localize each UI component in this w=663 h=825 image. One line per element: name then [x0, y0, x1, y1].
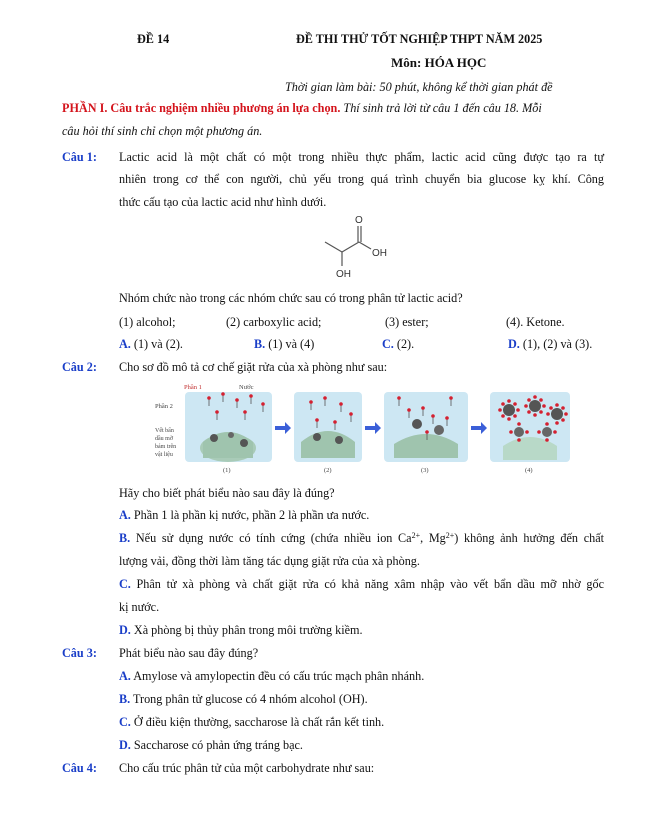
- q1-group-3: (3) ester;: [385, 315, 429, 329]
- q1-option-c[interactable]: C. (2).: [382, 337, 415, 351]
- q1-stem-line1: Lactic acid là một chất có một trong nhiều thực phẩm, lactic acid cũng được tạo ra tự: [119, 150, 604, 164]
- q2-label: Câu 2:: [62, 360, 97, 374]
- fig-step-4: (4): [525, 467, 533, 474]
- struct-oh-acid: OH: [372, 248, 387, 259]
- q3-label: Câu 3:: [62, 646, 97, 660]
- exam-time: Thời gian làm bài: 50 phút, không kể thời gian phát đề: [285, 80, 553, 94]
- q2-option-c-cont: kị nước.: [119, 600, 160, 614]
- q4-label: Câu 4:: [62, 761, 97, 775]
- q2-option-b-cont: lượng vải, đồng thời làm tăng tác dụng giặt rửa của xà phòng.: [119, 554, 420, 568]
- q1-question: Nhóm chức nào trong các nhóm chức sau có trong phân tử lactic acid?: [119, 291, 463, 305]
- struct-o: O: [355, 215, 363, 226]
- q1-label: Câu 1:: [62, 150, 97, 164]
- q3-stem: Phát biểu nào sau đây đúng?: [119, 646, 259, 660]
- part1-instruction-cont: câu hỏi thí sinh chỉ chọn một phương án.: [62, 124, 263, 138]
- q1-stem-line2: nhiên trong cơ thể con người, chủ yếu trong quá trình chuyển bia glucose kỵ khí. Công: [119, 172, 604, 186]
- exam-title: ĐỀ THI THỬ TỐT NGHIỆP THPT NĂM 2025: [296, 32, 543, 46]
- lactic-acid-structure: [320, 212, 400, 280]
- q2-option-b[interactable]: B. Nếu sử dụng nước có tính cứng (chứa nhiều ion $Ca^{2+}$, $Mg^{2+}$) không ảnh hưởng đến chất: [119, 531, 604, 545]
- fig-step-1: (1): [223, 467, 231, 474]
- q1-option-d[interactable]: D. (1), (2) và (3).: [508, 337, 593, 351]
- q1-group-1: (1) alcohol;: [119, 315, 176, 329]
- q2-option-c[interactable]: C. Phân tử xà phòng và chất giặt rửa có khả năng xâm nhập vào vết bẩn dầu mỡ nhờ gốc: [119, 577, 604, 591]
- q1-group-4: (4). Ketone.: [506, 315, 565, 329]
- fig-step-2: (2): [324, 467, 332, 474]
- exam-subject: Môn: HÓA HỌC: [391, 55, 487, 70]
- q1-stem-line3: thức cấu tạo của lactic acid như hình dưới.: [119, 195, 327, 209]
- exam-code: ĐỀ 14: [137, 32, 170, 46]
- q3-option-b[interactable]: B. Trong phân tử glucose có 4 nhóm alcohol (OH).: [119, 692, 368, 706]
- q2-question: Hãy cho biết phát biểu nào sau đây là đúng?: [119, 486, 335, 500]
- part1-instruction: Thí sinh trả lời từ câu 1 đến câu 18. Mỗi: [343, 101, 542, 115]
- q2-stem: Cho sơ đồ mô tả cơ chế giặt rửa của xà phòng như sau:: [119, 360, 388, 374]
- part1-heading: [62, 101, 542, 116]
- q2-option-d[interactable]: D. Xà phòng bị thủy phân trong môi trường kiềm.: [119, 623, 363, 637]
- soap-mechanism-figure: [151, 380, 576, 476]
- part1-title: PHẦN I. Câu trắc nghiệm nhiều phương án lựa chọn.: [62, 101, 341, 115]
- fig-label-phan1: Phần 1: [184, 384, 202, 391]
- fig-label-phan2: Phần 2: [155, 403, 173, 410]
- q2-option-a[interactable]: A. Phần 1 là phần kị nước, phần 2 là phần ưa nước.: [119, 508, 370, 522]
- fig-step-3: (3): [421, 467, 429, 474]
- q1-option-b[interactable]: B. (1) và (4): [254, 337, 315, 351]
- fig-label-vet2: dầu mỡ: [155, 436, 174, 442]
- struct-oh-alcohol: OH: [336, 269, 351, 280]
- q1-group-2: (2) carboxylic acid;: [226, 315, 322, 329]
- fig-label-vet1: Vết bẩn: [155, 428, 174, 434]
- q3-option-d[interactable]: D. Saccharose có phản ứng tráng bạc.: [119, 738, 303, 752]
- q3-option-a[interactable]: A. Amylose và amylopectin đều có cấu trúc mạch phân nhánh.: [119, 669, 425, 683]
- fig-label-nuoc: Nước: [239, 384, 254, 391]
- q4-stem: Cho cấu trúc phân tử của một carbohydrate như sau:: [119, 761, 375, 775]
- q1-option-a[interactable]: A. (1) và (2).: [119, 337, 183, 351]
- fig-label-vet4: vật liệu: [155, 452, 173, 458]
- fig-label-vet3: bám trên: [155, 444, 177, 450]
- q3-option-c[interactable]: C. Ở điều kiện thường, saccharose là chất rắn kết tinh.: [119, 715, 385, 729]
